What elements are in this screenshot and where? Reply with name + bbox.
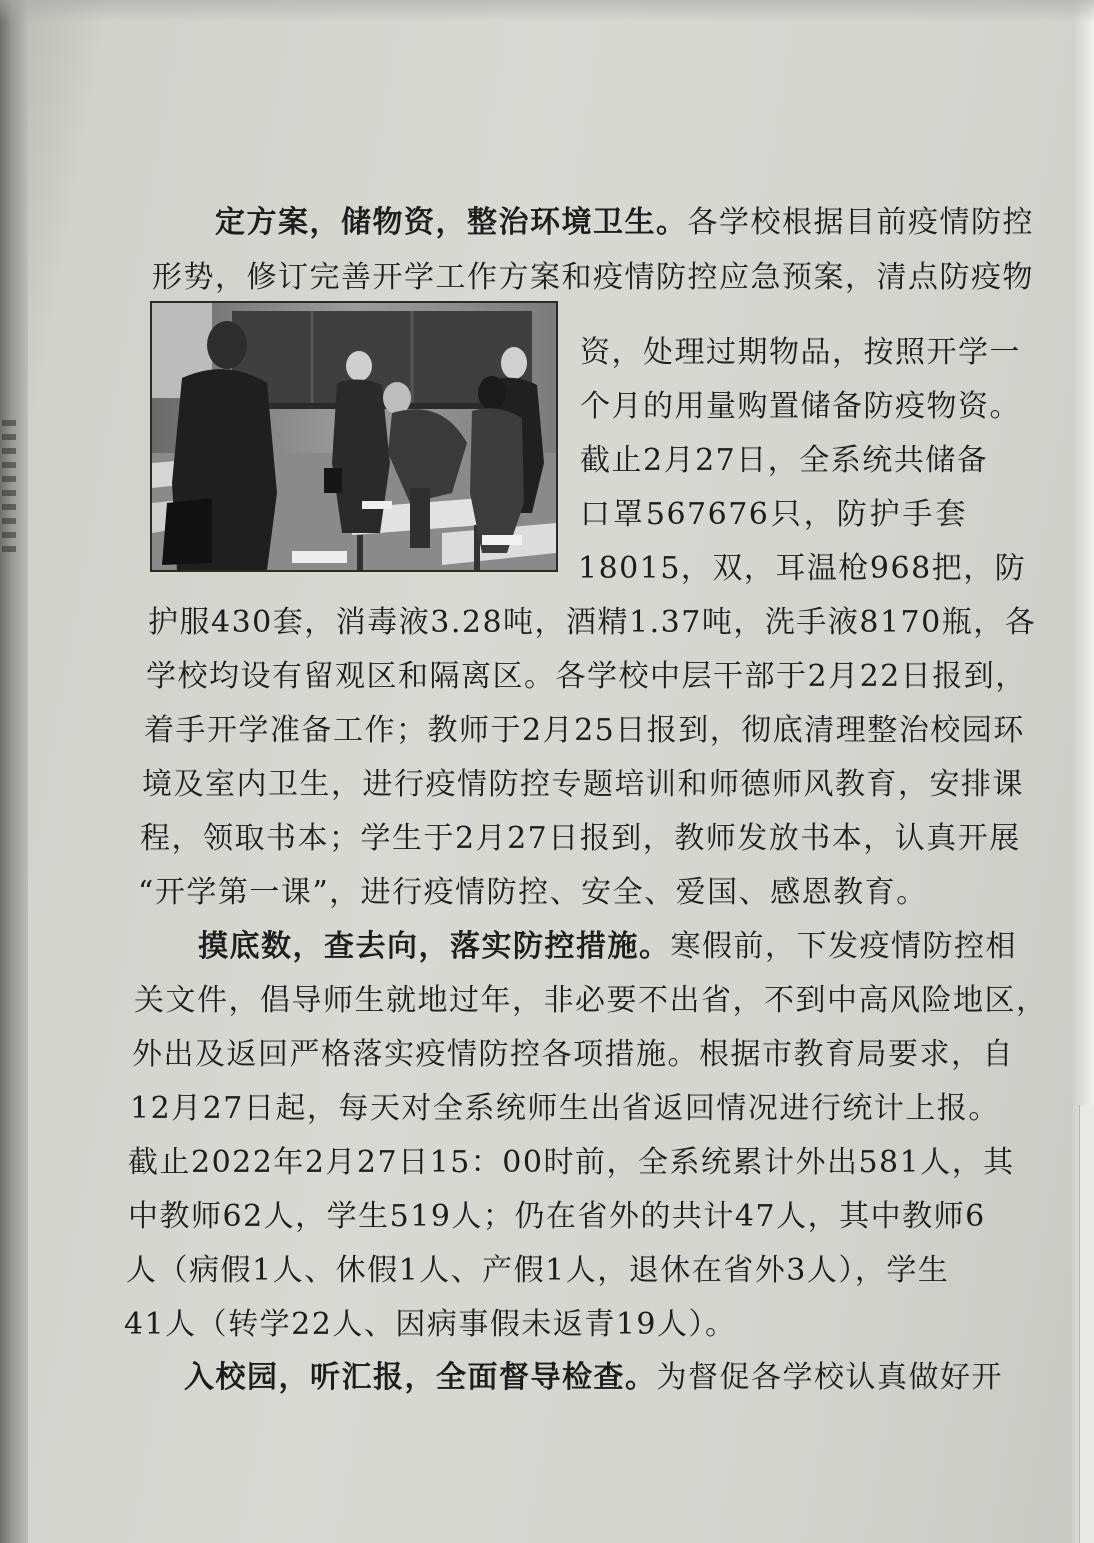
p1-line-5: 截止2月27日，全系统共储备: [580, 443, 989, 478]
p2-line-8: 41人（转学22人、因病事假未返青19人）。: [124, 1307, 737, 1342]
binding-mark: [2, 420, 16, 560]
p2-line-4: 12月27日起，每天对全系统师生出省返回情况进行统计上报。: [130, 1091, 1000, 1126]
photo-image: [152, 303, 556, 570]
p2-line-6: 中教师62人，学生519人；仍在省外的共计47人，其中教师6: [128, 1199, 986, 1234]
p3-line-1: [184, 1350, 1003, 1405]
p1-line-3: 资，处理过期物品，按照开学一: [580, 335, 1021, 370]
page-binding: [0, 0, 28, 1543]
p1-line-6: 口罩567676只，防护手套: [580, 497, 967, 532]
p1-line-13: “开学第一课”，进行疫情防控、安全、爱国、感恩教育。: [138, 875, 928, 910]
page-stack-edge: [1079, 1105, 1094, 1543]
p2-line-3: 外出及返回严格落实疫情防控各项措施。根据市教育局要求，自: [132, 1037, 1014, 1072]
p2-line-5: 截止2022年2月27日15：00时前，全系统累计外出581人，其: [128, 1145, 1015, 1180]
p1-line-12: 程，领取书本；学生于2月27日报到，教师发放书本，认真开展: [140, 821, 1021, 856]
p2-heading: 摸底数，查去向，落实防控措施。: [198, 929, 671, 964]
p3-heading: 入校园，听汇报，全面督导检查。: [184, 1360, 657, 1395]
classroom-inspection-photo: [150, 301, 558, 572]
p2-line-2: 关文件，倡导师生就地过年，非必要不出省，不到中高风险地区，: [134, 983, 1048, 1018]
p1-line-7: 18015，双，耳温枪968把，防: [578, 551, 1027, 586]
p1-line-11: 境及室内卫生，进行疫情防控专题培训和师德师风教育，安排课: [142, 767, 1024, 802]
p1-line-4: 个月的用量购置储备防疫物资。: [580, 389, 1021, 424]
p1-line-8: 护服430套，消毒液3.28吨，酒精1.37吨，洗手液8170瓶，各: [148, 605, 1037, 640]
top-shadow: [0, 0, 1094, 22]
p1-line-1-text: 各学校根据目前疫情防控: [687, 205, 1034, 240]
p1-line-2: 形势，修订完善开学工作方案和疫情防控应急预案，清点防疫物: [152, 260, 1034, 295]
p3-line-1-text: 为督促各学校认真做好开: [656, 1360, 1003, 1395]
p1-line-10: 着手开学准备工作；教师于2月25日报到，彻底清理整治校园环: [144, 713, 1025, 748]
p1-line-1: [215, 195, 1034, 250]
p1-heading: 定方案，储物资，整治环境卫生。: [215, 205, 688, 240]
p2-line-1-text: 寒假前，下发疫情防控相: [670, 929, 1017, 964]
p1-line-9: 学校均设有留观区和隔离区。各学校中层干部于2月22日报到，: [146, 659, 1027, 694]
p2-line-7: 人（病假1人、休假1人、产假1人，退休在省外3人），学生: [126, 1253, 950, 1288]
p2-line-1: [198, 919, 1017, 974]
